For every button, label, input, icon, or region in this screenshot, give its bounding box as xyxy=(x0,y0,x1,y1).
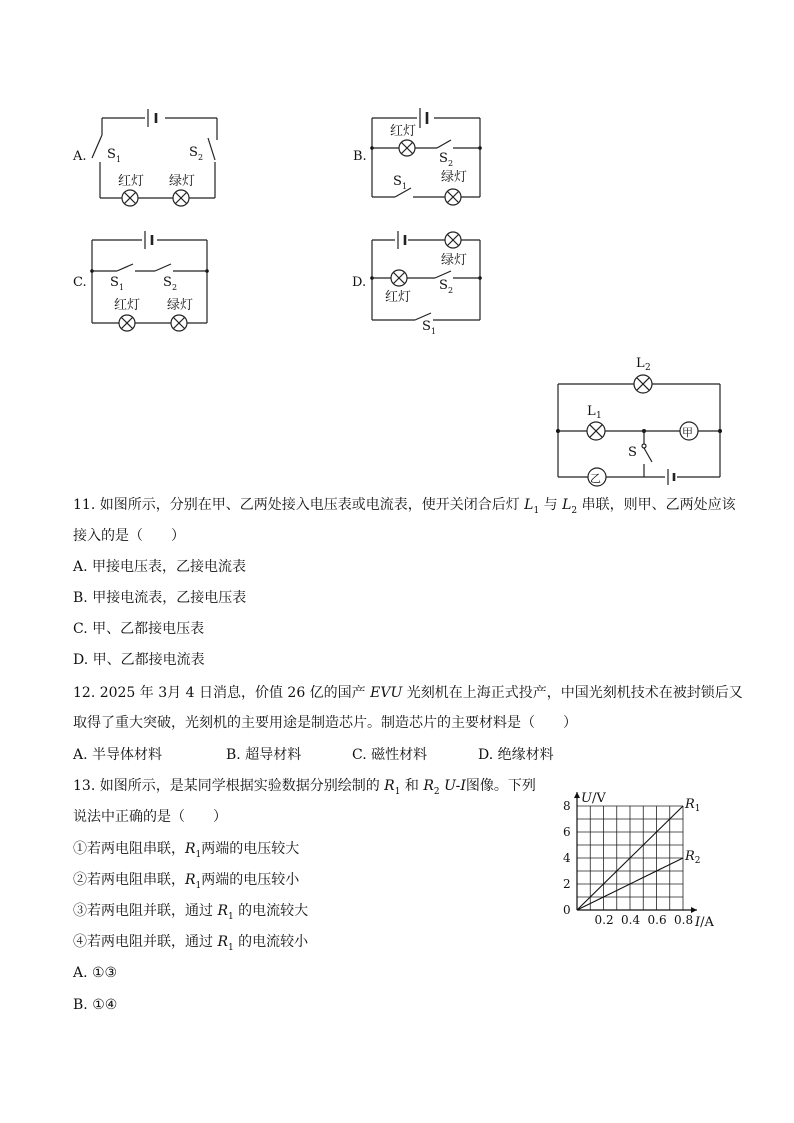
red-lamp-label: 红灯 xyxy=(114,298,141,313)
svg-text:2: 2 xyxy=(448,159,454,168)
lamp-icon xyxy=(445,189,461,205)
svg-text:1: 1 xyxy=(402,182,408,191)
lamp-l1-label: L xyxy=(587,404,596,419)
battery-icon xyxy=(668,469,674,485)
lamp-icon xyxy=(171,315,187,331)
q13-option-a: A. ①③ xyxy=(73,965,118,981)
option-b-label: B. xyxy=(353,149,367,164)
x-tick-label: 0.8 xyxy=(674,913,694,927)
q13-statement-2: ②若两电阻串联，$R_1$两端的电压较小 xyxy=(73,872,300,891)
y-tick-label: 6 xyxy=(563,825,571,839)
ui-graph-chart xyxy=(555,775,730,930)
lamp-icon xyxy=(634,375,652,393)
svg-text:2: 2 xyxy=(198,153,204,162)
q11-option-a: A. 甲接电压表，乙接电流表 xyxy=(73,559,247,575)
svg-text:2: 2 xyxy=(645,363,651,373)
switch-s1-label: S xyxy=(107,147,116,162)
q11-stem-line1: 11. 如图所示，分别在甲、乙两处接入电压表或电流表，使开关闭合后灯 $L_1$ 与 $L_2$ 串联，则甲、乙两处应该 xyxy=(73,497,736,516)
option-a-label: A. xyxy=(73,149,87,164)
q11-option-c: C. 甲、乙都接电压表 xyxy=(73,621,205,637)
svg-text:2: 2 xyxy=(448,286,454,295)
switch-s-label: S xyxy=(628,445,637,460)
svg-text:1: 1 xyxy=(596,411,602,421)
lamp-icon xyxy=(445,232,461,248)
series-label-r1: $R_1$ xyxy=(685,797,701,814)
y-axis-arrow xyxy=(574,792,580,798)
red-lamp-label: 红灯 xyxy=(385,290,412,305)
y-tick-label: 8 xyxy=(563,799,571,813)
lamp-icon xyxy=(391,270,407,286)
circuit-a-diagram xyxy=(90,100,230,215)
svg-text:1: 1 xyxy=(116,155,122,164)
switch-s2-label: S xyxy=(439,151,448,166)
green-lamp-label: 绿灯 xyxy=(441,170,468,185)
q13-stem-line1: 13. 如图所示，是某同学根据实验数据分别绘制的 $R_1$ 和 $R_2$ U-I图像。下列 xyxy=(73,778,536,797)
lamp-icon xyxy=(173,190,189,206)
q13-option-b: B. ①④ xyxy=(73,997,118,1013)
battery-icon xyxy=(420,108,427,128)
q12-stem-line1: 12. 2025 年 3月 4 日消息，价值 26 亿的国产 EVU 光刻机在上海正式投产，中国光刻机技术在被封锁后又 xyxy=(73,685,743,701)
option-c-label: C. xyxy=(73,275,87,290)
lamp-icon xyxy=(119,315,135,331)
lamp-icon xyxy=(399,140,415,156)
svg-text:乙: 乙 xyxy=(590,472,601,485)
meter-yi-icon xyxy=(588,468,606,486)
series-label-r2: $R_2$ xyxy=(685,849,701,866)
svg-text:甲: 甲 xyxy=(682,426,693,439)
q12-option-d: D. 绝缘材料 xyxy=(478,747,554,763)
q12-option-c: C. 磁性材料 xyxy=(352,747,428,763)
circuit-d-diagram xyxy=(365,226,490,341)
green-lamp-label: 绿灯 xyxy=(441,253,468,268)
green-lamp-label: 绿灯 xyxy=(167,298,194,313)
q13-statement-3: ③若两电阻并联，通过 $R_1$ 的电流较大 xyxy=(73,903,309,922)
meter-jia-icon xyxy=(680,422,698,440)
svg-text:2: 2 xyxy=(172,283,178,292)
x-tick-label: 0.6 xyxy=(647,913,667,927)
lamp-l2-label: L xyxy=(636,356,645,371)
battery-icon xyxy=(148,109,156,127)
y-tick-label: 2 xyxy=(563,877,571,891)
lamp-icon xyxy=(122,190,138,206)
y-tick-label: 0 xyxy=(563,903,571,917)
q12-option-b: B. 超导材料 xyxy=(226,747,302,763)
q11-circuit-diagram xyxy=(550,352,730,487)
switch-s2-label: S xyxy=(189,145,198,160)
switch-s2-label: S xyxy=(163,275,172,290)
q12-option-a: A. 半导体材料 xyxy=(73,747,163,763)
x-tick-label: 0.2 xyxy=(594,913,614,927)
q11-option-d: D. 甲、乙都接电流表 xyxy=(73,652,205,668)
q13-statement-1: ①若两电阻串联，$R_1$两端的电压较大 xyxy=(73,841,300,860)
q13-stem-line2: 说法中正确的是（ ） xyxy=(73,809,227,825)
option-d-label: D. xyxy=(352,275,367,290)
switch-s1-label: S xyxy=(422,319,431,334)
x-tick-label: 0.4 xyxy=(621,913,641,927)
q11-option-b: B. 甲接电流表，乙接电压表 xyxy=(73,590,247,606)
red-lamp-label: 红灯 xyxy=(118,174,145,189)
switch-s1-label: S xyxy=(110,275,119,290)
q13-statement-4: ④若两电阻并联，通过 $R_1$ 的电流较小 xyxy=(73,934,309,953)
svg-text:1: 1 xyxy=(119,283,125,292)
red-lamp-label: 红灯 xyxy=(390,124,417,139)
svg-text:1: 1 xyxy=(431,327,437,336)
q12-stem-line2: 取得了重大突破，光刻机的主要用途是制造芯片。制造芯片的主要材料是（ ） xyxy=(73,715,577,731)
switch-s1-label: S xyxy=(393,174,402,189)
switch-s2-label: S xyxy=(439,278,448,293)
y-tick-label: 4 xyxy=(563,851,571,865)
battery-icon xyxy=(398,231,405,249)
x-axis-title: I/A xyxy=(695,915,714,930)
circuit-c-diagram xyxy=(85,228,215,333)
y-axis-title: U/V xyxy=(581,791,606,806)
green-lamp-label: 绿灯 xyxy=(169,174,196,189)
lamp-icon xyxy=(587,422,605,440)
q11-stem-line2: 接入的是（ ） xyxy=(73,528,185,544)
circuit-b-diagram xyxy=(365,105,490,210)
battery-icon xyxy=(145,231,152,249)
